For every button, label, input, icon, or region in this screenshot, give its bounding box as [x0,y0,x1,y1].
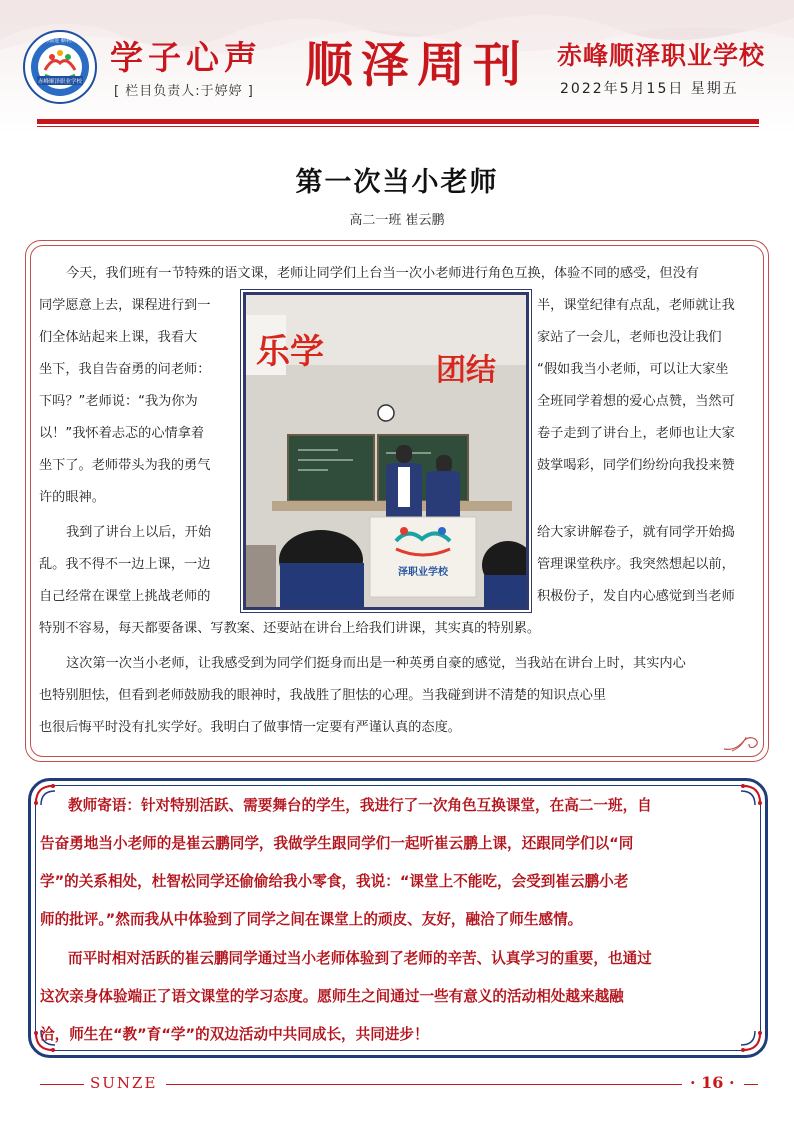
article-line: 特别不容易，每天都要备课、写教案、还要站在讲台上给我们讲课，其实真的特别累。 [39,621,541,636]
article-line: 也很后悔平时没有扎实学好。我明白了做事情一定要有严谨认真的态度。 [39,720,461,735]
teacher-note-line: 这次亲身体验端正了语文课堂的学习态度。愿师生之间通过一些有意义的活动相处越来越融 [40,988,624,1005]
article-line: 自己经常在课堂上挑战老师的 [39,589,211,604]
corner-ornament-icon [729,783,763,817]
classroom-photo [243,292,529,610]
article-line: 管理课堂秩序。我突然想起以前， [537,557,735,572]
corner-ornament-icon [729,1019,763,1053]
corner-ornament-icon [33,783,67,817]
column-editor: [ 栏目负责人:于婷婷 ] [114,84,254,99]
article-author: 高二一班 崔云鹏 [349,213,445,228]
teacher-note-line: 教师寄语：针对特别活跃、需要舞台的学生，我进行了一次角色互换课堂，在高二一班，自 [68,797,652,814]
article-line: 积极份子，发自内心感觉到当老师 [537,589,735,604]
footer-rule-left [40,1084,84,1085]
article-line: 这次第一次当小老师，让我感受到为同学们挺身而出是一种英勇自豪的感觉，当我站在讲台上时，其实内心 [66,656,686,671]
page-header [0,0,794,135]
footer-rule-right [744,1084,758,1085]
issue-date: 2022年5月15日 星期五 [560,81,739,97]
column-name: 学子心声 [110,38,262,77]
article-line: 们全体站起来上课，我看大 [39,330,198,345]
swirl-ornament-icon [722,727,762,755]
magazine-title: 顺泽周刊 [305,37,530,93]
article-title: 第一次当小老师 [295,167,499,198]
footer-rule-middle [166,1084,682,1085]
article-line: 鼓掌喝彩，同学们纷纷向我投来赞 [537,458,735,473]
teacher-note-line: 告奋勇地当小老师的是崔云鹏同学，我做学生跟同学们一起听崔云鹏上课，还跟同学们以“同 [40,835,634,852]
header-rule [37,119,759,128]
article-line: 也特别胆怯，但看到老师鼓励我的眼神时，我战胜了胆怯的心理。当我碰到讲不清楚的知识点心里 [39,688,607,703]
logo-motto: 奋力前进 顺利开启 [39,38,81,44]
teacher-note-line: 学”的关系相处，杜智松同学还偷偷给我小零食，我说：“课堂上不能吃，会受到崔云鹏小老 [40,873,629,890]
article-line: 今天，我们班有一节特殊的语文课，老师让同学们上台当一次小老师进行角色互换，体验不同的感受，但没有 [66,266,699,281]
logo-school-name: 赤峰顺泽职业学校 [37,79,83,85]
article-line: 许的眼神。 [39,490,105,505]
article-line: 坐下了。老师带头为我的勇气 [39,458,211,473]
article-line: 半，课堂纪律有点乱，老师就让我 [537,298,735,313]
article-line: 卷子走到了讲台上，老师也让大家 [537,426,735,441]
teacher-note-line: 师的批评。”然而我从中体验到了同学之间在课堂上的顽皮、友好，融洽了师生感情。 [40,911,583,928]
teacher-note-line: 而平时相对活跃的崔云鹏同学通过当小老师体验到了老师的辛苦、认真学习的重要，也通过 [68,950,652,967]
photo-banner-left: 乐学 [256,332,324,372]
school-name: 赤峰顺泽职业学校 [557,41,766,70]
article-line: 下吗？”老师说：“我为你为 [39,394,198,409]
page-number: · 16 · [690,1073,735,1092]
teacher-note-line: 洽，师生在“教”育“学”的双边活动中共同成长，共同进步！ [40,1026,429,1043]
article-line: 给大家讲解卷子，就有同学开始捣 [537,525,735,540]
article-line: “假如我当小老师，可以让大家坐 [537,362,729,377]
article-line: 坐下，我自告奋勇的问老师： [39,362,211,377]
article-line: 我到了讲台上以后，开始 [66,525,212,540]
photo-banner-right: 团结 [436,353,496,388]
classroom-illustration [246,295,526,607]
article-line: 全班同学着想的爱心点赞，当然可 [537,394,735,409]
article-line: 乱。我不得不一边上课，一边 [39,557,211,572]
photo-podium-label: 泽职业学校 [398,567,448,578]
article-line: 以！”我怀着忐忑的心情拿着 [39,426,205,441]
school-logo-icon [23,30,97,104]
article-line: 同学愿意上去，课程进行到一 [39,298,211,313]
article-line: 家站了一会儿，老师也没让我们 [537,330,722,345]
footer-brand: SUNZE [90,1074,158,1092]
